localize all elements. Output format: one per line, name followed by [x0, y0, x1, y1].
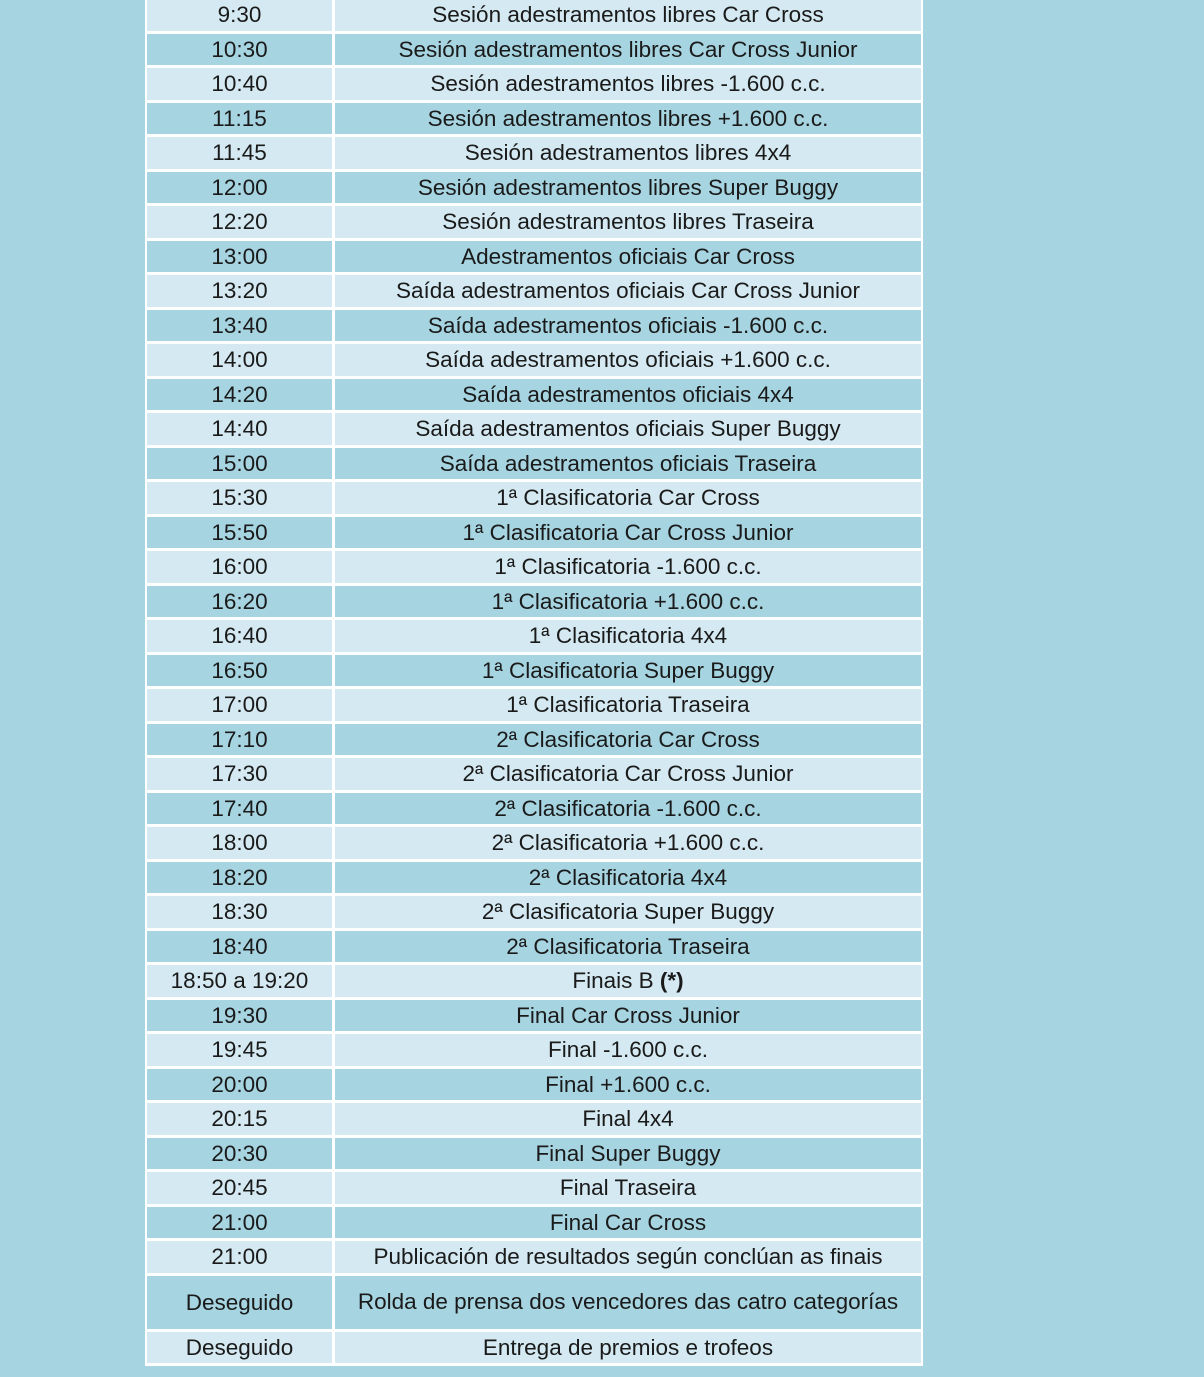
time-cell: 19:45 [147, 1034, 335, 1069]
footnote-marker: (*) [659, 968, 684, 994]
table-row [147, 68, 921, 103]
time-cell: 17:00 [147, 689, 335, 724]
event-cell: 2ª Clasificatoria Traseira [335, 931, 921, 966]
time-cell: 13:40 [147, 310, 335, 345]
table-row [147, 896, 921, 931]
table-row [147, 655, 921, 690]
time-cell: 16:40 [147, 620, 335, 655]
time-cell: 18:30 [147, 896, 335, 931]
table-row [147, 379, 921, 414]
time-cell: 17:30 [147, 758, 335, 793]
table-row [147, 413, 921, 448]
event-cell: 1ª Clasificatoria Car Cross [335, 482, 921, 517]
event-cell: Saída adestramentos oficiais 4x4 [335, 379, 921, 414]
table-row [147, 137, 921, 172]
table-row [147, 551, 921, 586]
table-row [147, 620, 921, 655]
event-cell: Saída adestramentos oficiais Car Cross Junior [335, 275, 921, 310]
time-cell: 15:30 [147, 482, 335, 517]
table-row [147, 1241, 921, 1276]
time-cell: 16:50 [147, 655, 335, 690]
time-cell: 9:30 [147, 0, 335, 34]
event-cell: Sesión adestramentos libres Car Cross [335, 0, 921, 34]
table-row [147, 827, 921, 862]
event-cell [335, 965, 921, 1000]
event-text: Finais B [572, 968, 654, 994]
table-row [147, 448, 921, 483]
event-cell: Final Super Buggy [335, 1138, 921, 1173]
table-row [147, 241, 921, 276]
time-cell: 20:15 [147, 1103, 335, 1138]
event-cell: 2ª Clasificatoria Super Buggy [335, 896, 921, 931]
event-cell: Saída adestramentos oficiais Traseira [335, 448, 921, 483]
event-cell: 2ª Clasificatoria 4x4 [335, 862, 921, 897]
event-cell: Final 4x4 [335, 1103, 921, 1138]
table-row [147, 586, 921, 621]
table-row [147, 724, 921, 759]
time-cell: 21:00 [147, 1207, 335, 1242]
time-cell: 13:20 [147, 275, 335, 310]
event-cell: Sesión adestramentos libres Traseira [335, 206, 921, 241]
time-cell: 10:40 [147, 68, 335, 103]
event-cell: Sesión adestramentos libres -1.600 c.c. [335, 68, 921, 103]
table-row [147, 482, 921, 517]
table-row [147, 1103, 921, 1138]
time-cell: 11:15 [147, 103, 335, 138]
table-row [147, 310, 921, 345]
event-cell: Sesión adestramentos libres 4x4 [335, 137, 921, 172]
event-cell: 2ª Clasificatoria -1.600 c.c. [335, 793, 921, 828]
event-cell: 1ª Clasificatoria Traseira [335, 689, 921, 724]
time-cell: 17:10 [147, 724, 335, 759]
table-row [147, 1207, 921, 1242]
table-row [147, 0, 921, 34]
time-cell: 20:00 [147, 1069, 335, 1104]
event-cell: 2ª Clasificatoria Car Cross Junior [335, 758, 921, 793]
time-cell: 12:00 [147, 172, 335, 207]
time-cell: 13:00 [147, 241, 335, 276]
event-cell: Sesión adestramentos libres Car Cross Junior [335, 34, 921, 69]
table-row [147, 103, 921, 138]
event-cell: Saída adestramentos oficiais +1.600 c.c. [335, 344, 921, 379]
event-cell: Entrega de premios e trofeos [335, 1332, 921, 1367]
event-cell: Final Car Cross [335, 1207, 921, 1242]
event-cell: Sesión adestramentos libres +1.600 c.c. [335, 103, 921, 138]
time-cell: 14:00 [147, 344, 335, 379]
event-cell: 1ª Clasificatoria 4x4 [335, 620, 921, 655]
time-cell: 14:20 [147, 379, 335, 414]
event-cell: Final -1.600 c.c. [335, 1034, 921, 1069]
event-cell: Saída adestramentos oficiais -1.600 c.c. [335, 310, 921, 345]
table-row [147, 1172, 921, 1207]
event-cell: Sesión adestramentos libres Super Buggy [335, 172, 921, 207]
event-cell: 2ª Clasificatoria Car Cross [335, 724, 921, 759]
event-cell: 2ª Clasificatoria +1.600 c.c. [335, 827, 921, 862]
time-cell: Deseguido [147, 1276, 335, 1332]
table-row [147, 1034, 921, 1069]
event-cell: 1ª Clasificatoria +1.600 c.c. [335, 586, 921, 621]
table-row [147, 965, 921, 1000]
time-cell: 17:40 [147, 793, 335, 828]
table-row [147, 344, 921, 379]
table-row [147, 689, 921, 724]
time-cell: 16:20 [147, 586, 335, 621]
time-cell: 15:50 [147, 517, 335, 552]
time-cell: 14:40 [147, 413, 335, 448]
table-row [147, 1138, 921, 1173]
time-cell: 18:50 a 19:20 [147, 965, 335, 1000]
schedule-table [145, 0, 923, 1366]
event-cell: Final Traseira [335, 1172, 921, 1207]
table-row [147, 34, 921, 69]
time-cell: 20:45 [147, 1172, 335, 1207]
schedule-body [147, 0, 921, 1366]
time-cell: 18:00 [147, 827, 335, 862]
time-cell: 10:30 [147, 34, 335, 69]
time-cell: 19:30 [147, 1000, 335, 1035]
time-cell: Deseguido [147, 1332, 335, 1367]
table-row [147, 1332, 921, 1367]
table-row [147, 931, 921, 966]
time-cell: 18:20 [147, 862, 335, 897]
event-cell: Rolda de prensa dos vencedores das catro categorías [335, 1276, 921, 1332]
event-cell: Final +1.600 c.c. [335, 1069, 921, 1104]
table-row [147, 862, 921, 897]
time-cell: 11:45 [147, 137, 335, 172]
table-row [147, 206, 921, 241]
table-row [147, 275, 921, 310]
event-cell: Saída adestramentos oficiais Super Buggy [335, 413, 921, 448]
table-row [147, 793, 921, 828]
event-cell: Adestramentos oficiais Car Cross [335, 241, 921, 276]
time-cell: 16:00 [147, 551, 335, 586]
event-cell: 1ª Clasificatoria Super Buggy [335, 655, 921, 690]
event-cell: 1ª Clasificatoria Car Cross Junior [335, 517, 921, 552]
time-cell: 12:20 [147, 206, 335, 241]
table-row [147, 172, 921, 207]
event-cell: 1ª Clasificatoria -1.600 c.c. [335, 551, 921, 586]
table-row [147, 517, 921, 552]
table-row [147, 1069, 921, 1104]
time-cell: 18:40 [147, 931, 335, 966]
table-row [147, 1276, 921, 1332]
time-cell: 21:00 [147, 1241, 335, 1276]
event-cell: Final Car Cross Junior [335, 1000, 921, 1035]
event-cell: Publicación de resultados según conclúan as finais [335, 1241, 921, 1276]
table-row [147, 758, 921, 793]
time-cell: 20:30 [147, 1138, 335, 1173]
time-cell: 15:00 [147, 448, 335, 483]
table-row [147, 1000, 921, 1035]
